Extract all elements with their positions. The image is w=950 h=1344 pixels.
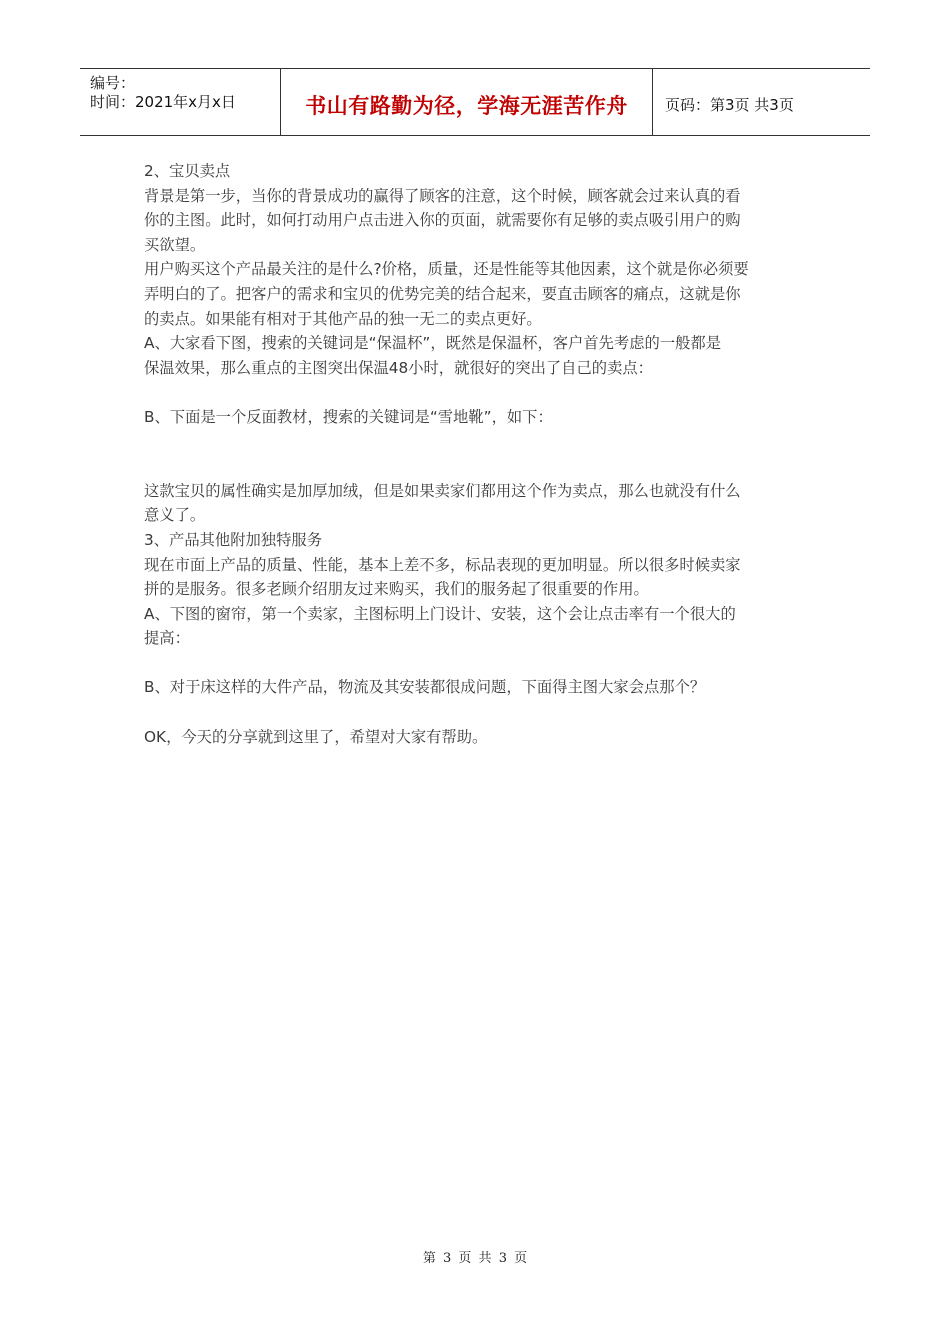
body-text-line: A、下图的窗帘，第一个卖家，主图标明上门设计、安装，这个会让点击率有一个很大的: [144, 604, 736, 623]
header-left-cell: [80, 69, 281, 135]
document-time-label: 时间：2021年x月x日: [90, 93, 236, 111]
body-text-line: 3、产品其他附加独特服务: [144, 530, 322, 549]
document-body: [144, 159, 812, 749]
header-page-info: 页码：第3页 共3页: [665, 96, 794, 114]
page-footer: 第 3 页 共 3 页: [422, 1251, 528, 1266]
body-text-line: 你的主图。此时，如何打动用户点击进入你的页面，就需要你有足够的卖点吸引用户的购: [144, 211, 741, 230]
body-text-line: 的卖点。如果能有相对于其他产品的独一无二的卖点更好。: [144, 309, 542, 328]
body-text-line: 2、宝贝卖点: [144, 162, 231, 180]
blank-line: [144, 651, 812, 676]
body-text-line: OK，今天的分享就到这里了，希望对大家有帮助。: [144, 727, 488, 746]
blank-line: [144, 430, 812, 455]
body-text-line: 拼的是服务。很多老顾介绍朋友过来购买，我们的服务起了很重要的作用。: [144, 580, 649, 599]
document-header: [80, 68, 870, 136]
body-text-line: 保温效果，那么重点的主图突出保温48小时，就很好的突出了自己的卖点：: [144, 358, 653, 377]
body-text-line: B、下面是一个反面教材，搜索的关键词是“雪地靴”，如下：: [144, 407, 553, 426]
body-text-line: 买欲望。: [144, 235, 206, 254]
blank-line: [144, 700, 812, 725]
body-text-line: 意义了。: [144, 506, 206, 525]
body-text-line: 现在市面上产品的质量、性能，基本上差不多，标品表现的更加明显。所以很多时候卖家: [144, 555, 741, 574]
body-text-line: A、大家看下图，搜索的关键词是“保温杯”，既然是保温杯，客户首先考虑的一般都是: [144, 334, 722, 353]
body-text-line: 这款宝贝的属性确实是加厚加绒，但是如果卖家们都用这个作为卖点，那么也就没有什么: [144, 481, 741, 500]
body-text-line: B、对于床这样的大件产品，物流及其安装都很成问题，下面得主图大家会点那个？: [144, 678, 706, 697]
blank-line: [144, 454, 812, 479]
blank-line: [144, 380, 812, 405]
body-text-line: 用户购买这个产品最关注的是什么?价格，质量，还是性能等其他因素，这个就是你必须要: [144, 260, 749, 279]
body-text-line: 提高：: [144, 629, 190, 648]
document-number-label: 编号：: [90, 74, 136, 92]
body-text-line: 弄明白的了。把客户的需求和宝贝的优势完美的结合起来，要直击顾客的痛点，这就是你: [144, 284, 741, 303]
header-motto: 书山有路勤为径，学海无涯苦作舟: [305, 93, 628, 118]
header-motto-cell: [281, 69, 653, 135]
body-text-line: 背景是第一步，当你的背景成功的赢得了顾客的注意，这个时候，顾客就会过来认真的看: [144, 186, 741, 205]
header-page-cell: [653, 69, 870, 135]
